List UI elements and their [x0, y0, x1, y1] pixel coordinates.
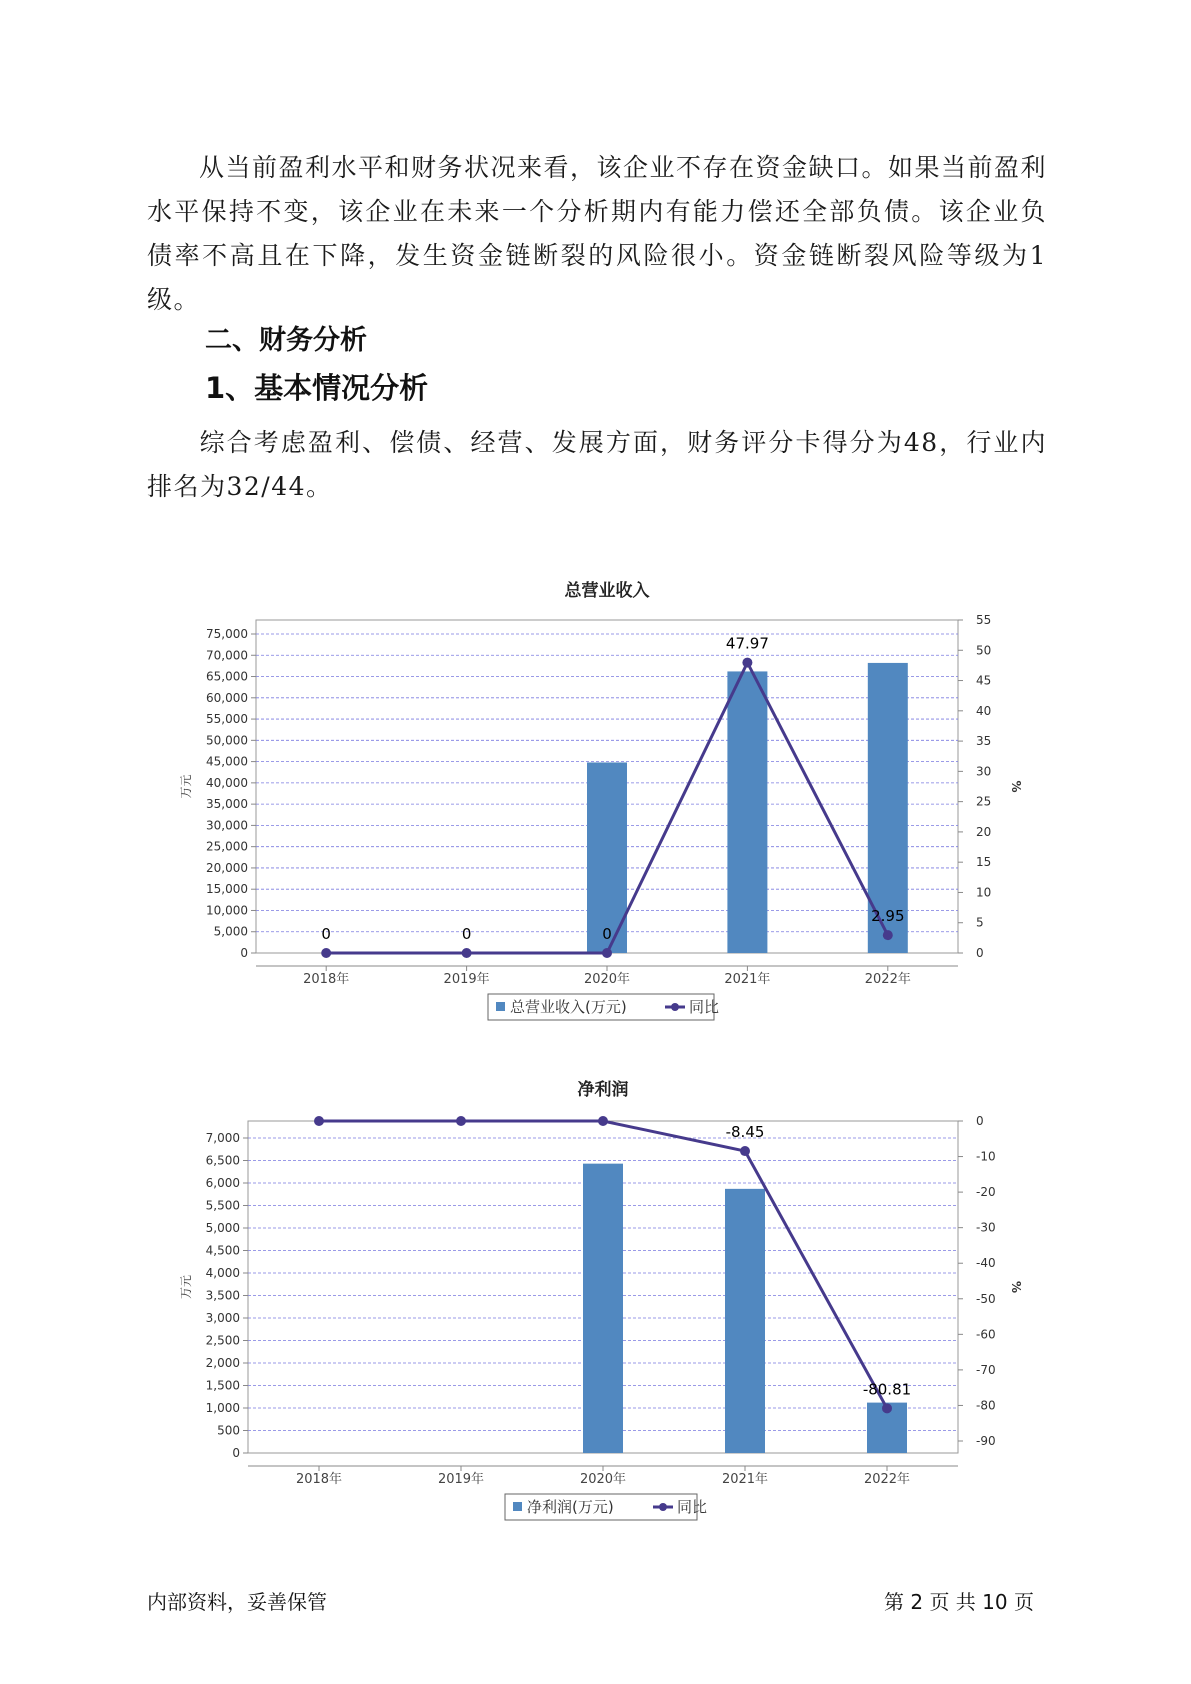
chart1-yoy-point: [321, 948, 331, 958]
chart2-x-tick-label: 2018年: [295, 1472, 343, 1487]
chart2-y-tick-label: 2,000: [205, 1356, 240, 1370]
chart1-legend-line-label: 同比: [689, 998, 720, 1016]
chart1-y2-tick-label: 15: [976, 855, 992, 870]
chart1-y2-tick-label: 0: [976, 946, 984, 960]
chart1-y2-tick-label: 50: [976, 643, 992, 658]
chart2-title: 净利润: [577, 1080, 629, 1100]
chart2-y2-tick-label: -30: [976, 1220, 996, 1235]
chart2-y2-tick-label: -10: [976, 1149, 996, 1164]
chart1-yoy-data-label: 0: [461, 925, 472, 943]
chart2-y-tick-label: 7,000: [205, 1131, 240, 1145]
chart2-y-tick-label: 3,500: [205, 1288, 240, 1303]
subsection-heading-basic-analysis: 1、基本情况分析: [205, 371, 429, 405]
chart2-y2-axis-title: %: [1009, 1280, 1023, 1294]
chart1-y-tick-label: 25,000: [206, 839, 248, 854]
chart1-y-tick-label: 65,000: [206, 669, 248, 684]
paragraph-risk-summary-text: 从当前盈利水平和财务状况来看，该企业不存在资金缺口。如果当前盈利水平保持不变，该企业在未来一个分析期内有能力偿还全部负债。该企业负债率不高且在下降，发生资金链断裂的风险很小。资金链断裂风险等级为1级。: [147, 153, 1048, 314]
chart1-y2-tick-label: 45: [976, 673, 992, 688]
chart1-x-tick-label: 2018年: [303, 972, 350, 987]
chart1-yoy-point: [742, 658, 752, 668]
chart2-y2-tick-label: -60: [976, 1327, 996, 1342]
chart2-y-tick-label: 5,500: [205, 1198, 240, 1213]
chart2-y2-tick-label: 0: [976, 1114, 984, 1128]
chart2-y-tick-label: 3,000: [205, 1311, 240, 1325]
chart1-y-tick-label: 45,000: [206, 754, 248, 769]
chart2-y-tick-label: 6,500: [205, 1153, 240, 1168]
chart1-y2-tick-label: 35: [976, 734, 992, 749]
chart1-legend-bar-label: 总营业收入(万元): [510, 998, 627, 1016]
chart2-y-axis-title: 万元: [179, 1274, 193, 1300]
chart1-y-tick-label: 40,000: [206, 775, 248, 790]
footer-confidential-note: 内部资料，妥善保管: [147, 1590, 327, 1614]
chart1-y-tick-label: 5,000: [213, 924, 248, 939]
chart2-y-tick-label: 2,500: [205, 1333, 240, 1348]
chart1-y-tick-label: 35,000: [206, 797, 248, 812]
chart1-y-axis-title: 万元: [179, 774, 193, 799]
footer-page-number: 第 2 页 共 10 页: [884, 1590, 1034, 1614]
chart2-legend-bar-label: 净利润(万元): [527, 1498, 614, 1516]
chart1-title: 总营业收入: [564, 581, 650, 601]
chart2-yoy-point: [314, 1116, 324, 1126]
chart2-y-tick-label: 500: [217, 1423, 240, 1438]
chart2-x-tick-label: 2022年: [863, 1472, 911, 1487]
chart2-y2-tick-label: -40: [976, 1256, 996, 1271]
chart2-yoy-point: [598, 1116, 608, 1126]
chart1-y-tick-label: 50,000: [206, 733, 248, 748]
chart1-y2-tick-label: 40: [976, 703, 992, 718]
chart2-y-tick-label: 5,000: [205, 1221, 240, 1235]
chart1-y2-tick-label: 30: [976, 764, 992, 779]
chart1-y2-tick-label: 55: [976, 613, 992, 627]
chart1-y-tick-label: 30,000: [206, 818, 248, 833]
chart1-y-tick-label: 60,000: [206, 690, 248, 705]
chart2-y-tick-label: 4,500: [205, 1243, 240, 1258]
chart1-y-tick-label: 0: [240, 946, 248, 960]
chart2-y-tick-label: 1,500: [205, 1378, 240, 1393]
chart2-y-tick-label: 1,000: [205, 1401, 240, 1415]
chart1-x-tick-label: 2019年: [443, 972, 490, 987]
chart1-y2-tick-label: 10: [976, 885, 992, 900]
chart2-bar: [583, 1164, 623, 1453]
chart1-bar: [727, 671, 767, 953]
chart1-yoy-data-label: 0: [321, 925, 331, 943]
chart2-y-tick-label: 0: [232, 1446, 240, 1460]
chart1-yoy-data-label: 2.95: [871, 907, 905, 926]
chart2-x-tick-label: 2021年: [721, 1472, 769, 1487]
paragraph-scorecard-text: 综合考虑盈利、偿债、经营、发展方面，财务评分卡得分为48，行业内排名为32/44。: [147, 428, 1047, 501]
chart2-y2-tick-label: -20: [976, 1185, 996, 1200]
chart2-yoy-data-label: -80.81: [862, 1380, 912, 1399]
chart1-yoy-point: [602, 948, 612, 958]
chart1-y2-tick-label: 5: [976, 915, 984, 930]
chart2-y2-tick-label: -80: [976, 1398, 996, 1413]
chart1-legend-line-marker: [671, 1003, 679, 1011]
chart1-y-tick-label: 70,000: [206, 648, 248, 663]
chart2-yoy-point: [456, 1116, 466, 1126]
chart1-y-tick-label: 20,000: [206, 860, 248, 875]
chart2-legend-line-label: 同比: [677, 1498, 708, 1516]
chart1-y2-axis-title: %: [1009, 780, 1023, 793]
chart2-legend-line-marker: [659, 1503, 667, 1511]
chart1-legend-bar-swatch: [496, 1002, 505, 1011]
chart1-yoy-point: [462, 948, 472, 958]
chart2-x-tick-label: 2019年: [437, 1472, 485, 1487]
chart1-y2-tick-label: 20: [976, 824, 992, 839]
chart2-yoy-point: [740, 1146, 750, 1156]
chart2-y-tick-label: 6,000: [205, 1176, 240, 1190]
chart2-x-tick-label: 2020年: [579, 1472, 627, 1487]
chart1-y-tick-label: 10,000: [206, 903, 248, 918]
chart2-yoy-data-label: -8.45: [725, 1123, 765, 1142]
chart2-y2-tick-label: -90: [976, 1434, 996, 1448]
chart1-x-tick-label: 2021年: [724, 972, 771, 987]
chart2-bar: [725, 1189, 765, 1453]
chart1-yoy-data-label: 47.97: [725, 634, 769, 653]
chart1-y-tick-label: 15,000: [206, 882, 248, 897]
chart2-y-tick-label: 4,000: [205, 1266, 240, 1280]
chart1-y-tick-label: 55,000: [206, 712, 248, 727]
section-heading-financial-analysis: 二、财务分析: [205, 325, 367, 356]
chart1-yoy-data-label: 0: [602, 925, 612, 943]
chart1-x-tick-label: 2022年: [864, 972, 911, 987]
chart2-legend-bar-swatch: [513, 1502, 522, 1511]
chart1-y-tick-label: 75,000: [206, 627, 248, 641]
chart1-x-tick-label: 2020年: [583, 972, 631, 987]
chart1-yoy-point: [883, 930, 893, 940]
chart1-y2-tick-label: 25: [976, 794, 992, 809]
chart2-y2-tick-label: -70: [976, 1362, 996, 1377]
chart2-y2-tick-label: -50: [976, 1291, 996, 1306]
chart2-yoy-point: [882, 1403, 892, 1413]
